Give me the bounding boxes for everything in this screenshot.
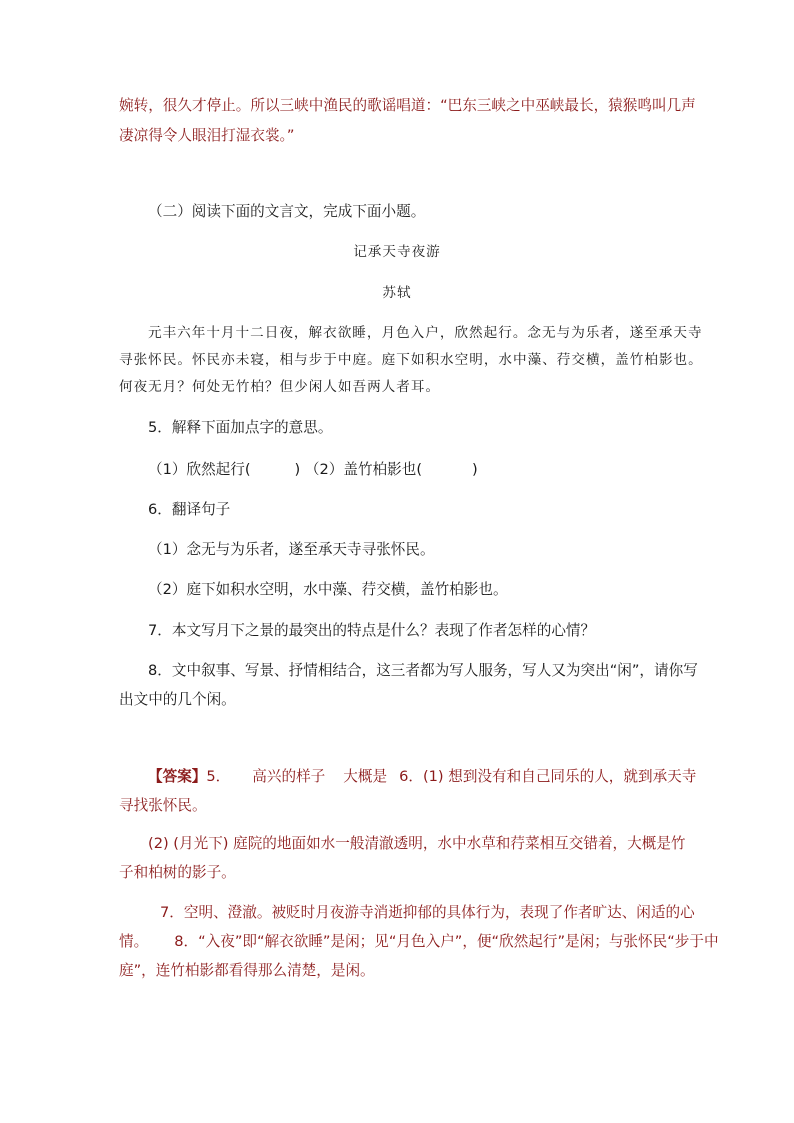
answer-label: 【答案】 xyxy=(148,768,207,785)
answer-8-line-1: 8．“入夜”即“解衣欲睡”是闲；见“月色入户”，便“欣然起行”是闲；与张怀民“步于中 xyxy=(174,933,719,950)
answer-5-2: 大概是 xyxy=(343,768,388,785)
question-5-item-1: （1）欣然起行( xyxy=(148,461,251,478)
question-7: 7．本文写月下之景的最突出的特点是什么？表现了作者怎样的心情？ xyxy=(148,622,596,639)
answer-7-line-2: 情。 xyxy=(119,933,149,950)
question-6-2: （2）庭下如积水空明，水中藻、荇交横，盖竹柏影也。 xyxy=(148,581,508,598)
question-5-item-2: （2）盖竹柏影也( xyxy=(304,461,423,478)
top-line-2: 凄凉得令人眼泪打湿衣裳。” xyxy=(119,127,295,144)
passage-line-2: 寻张怀民。怀民亦未寝，相与步于中庭。庭下如积水空明，水中藻、荇交横，盖竹柏影也。 xyxy=(119,352,703,368)
question-8-line-1: 8．文中叙事、写景、抒情相结合，这三者都为写人服务，写人又为突出“闲”，请你写 xyxy=(148,662,698,679)
answer-6-head: 6．(1) 想到没有和自己同乐的人，就到承天寺 xyxy=(399,768,697,785)
question-5: 5．解释下面加点字的意思。 xyxy=(148,419,333,436)
answer-7-8-line xyxy=(119,932,719,952)
section-heading: （二）阅读下面的文言文，完成下面小题。 xyxy=(148,203,426,220)
passage-author: 苏轼 xyxy=(382,285,412,301)
answer-8-line-2: 庭”，连竹柏影都看得那么清楚，是闲。 xyxy=(119,962,375,979)
top-line-1: 婉转，很久才停止。所以三峡中渔民的歌谣唱道：“巴东三峡之中巫峡最长，猿猴鸣叫几声 xyxy=(119,97,696,114)
question-6: 6．翻译句子 xyxy=(148,501,231,518)
passage-line-3: 何夜无月？何处无竹柏？但少闲人如吾两人者耳。 xyxy=(119,379,441,395)
question-5-item-1-close: ) xyxy=(294,461,301,478)
question-5-item-2-close: ) xyxy=(472,461,478,478)
question-5-items xyxy=(148,460,478,480)
passage-title: 记承天寺夜游 xyxy=(353,244,441,260)
answer-6-1-cont: 寻找张怀民。 xyxy=(119,797,207,814)
answer-6-2-line-1: (2) (月光下) 庭院的地面如水一般清澈透明，水中水草和荇菜相互交错着，大概是竹 xyxy=(148,835,686,852)
question-6-1: （1）念无与为乐者，遂至承天寺寻张怀民。 xyxy=(148,541,435,558)
answer-5-6-line xyxy=(148,767,696,787)
passage-line-1: 元丰六年十月十二日夜，解衣欲睡，月色入户，欣然起行。念无与为乐者，遂至承天寺 xyxy=(148,325,703,341)
question-8-line-2: 出文中的几个闲。 xyxy=(119,691,236,708)
answer-5-1: 高兴的样子 xyxy=(252,768,326,785)
answer-7-line-1: 7．空明、澄澈。被贬时月夜游寺消逝抑郁的具体行为，表现了作者旷达、闲适的心 xyxy=(160,904,695,921)
answer-5-number: 5． xyxy=(206,768,231,785)
answer-6-2-line-2: 子和柏树的影子。 xyxy=(119,864,236,881)
